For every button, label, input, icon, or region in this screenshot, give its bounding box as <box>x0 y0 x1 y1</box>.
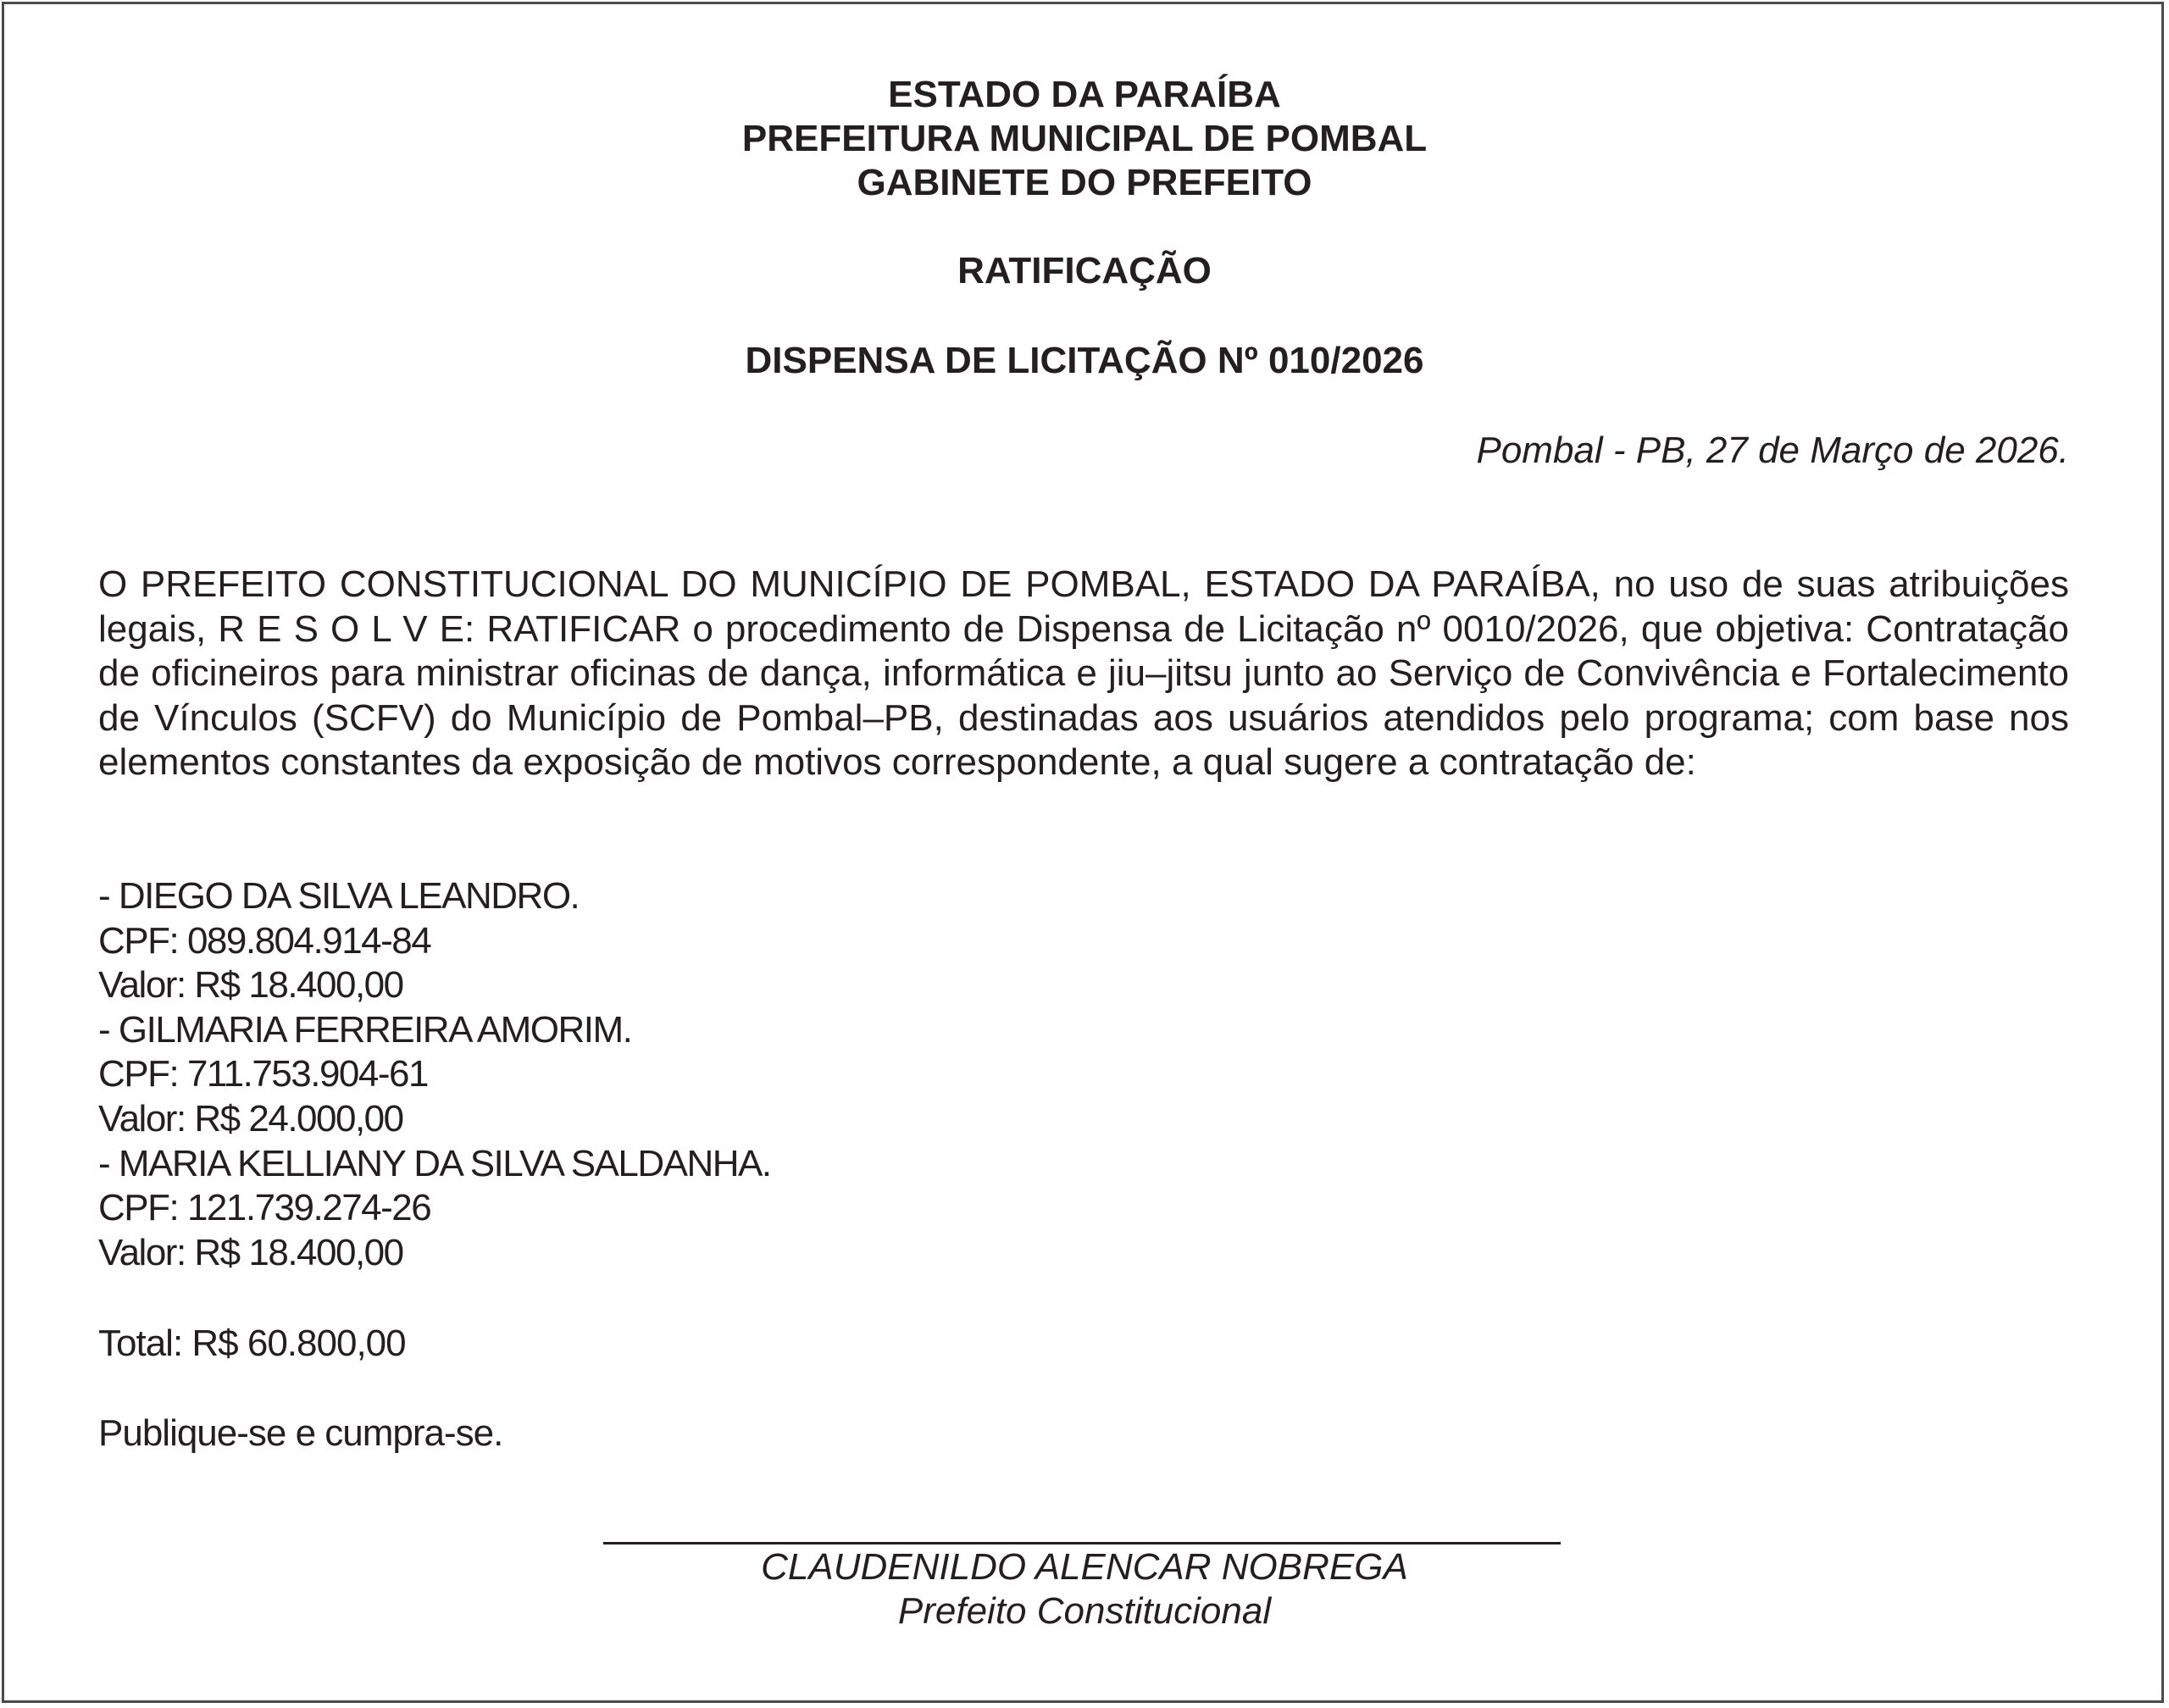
signatory-name: CLAUDENILDO ALENCAR NOBREGA <box>761 1546 1408 1588</box>
contract-cpf: CPF: 121.739.274-26 <box>98 1187 431 1229</box>
contract-cpf: CPF: 711.753.904-61 <box>98 1053 428 1095</box>
contract-cpf: CPF: 089.804.914-84 <box>98 919 431 962</box>
contract-value: Valor: R$ 24.000,00 <box>98 1097 403 1140</box>
contract-value: Valor: R$ 18.400,00 <box>98 1231 403 1273</box>
contract-name: - DIEGO DA SILVA LEANDRO. <box>98 875 580 917</box>
signature-block <box>0 1545 2169 1633</box>
signature-line <box>603 1542 1561 1544</box>
contract-name: - GILMARIA FERREIRA AMORIM. <box>98 1008 632 1051</box>
document-title: RATIFICAÇÃO <box>957 250 1212 291</box>
signatory-role: Prefeito Constitucional <box>897 1590 1272 1632</box>
ratification-paragraph: O PREFEITO CONSTITUCIONAL DO MUNICÍPIO DE POMBAL, ESTADO DA PARAÍBA, no uso de suas atribuições legais, R E S O L V E: RATIFICAR o procedimento de Dispensa de Licitação nº 0010/2026, que objetiva: Contratação de oficineiros para ministrar oficinas de dança, informática e jiu–jitsu junto ao Serviço de Convivência e Fortalecimento de Vínculos (SCFV) do Município de Pombal–PB, destinadas aos usuários atendidos pelo programa; com base nos elementos constantes da exposição de motivos correspondente, a qual sugere a contratação de: <box>98 563 2069 783</box>
contract-name: - MARIA KELLIANY DA SILVA SALDANHA. <box>98 1142 771 1184</box>
contract-value: Valor: R$ 18.400,00 <box>98 964 403 1006</box>
contract-list <box>98 874 771 1275</box>
closing-statement: Publique-se e cumpra-se. <box>98 1412 503 1454</box>
header-office: GABINETE DO PREFEITO <box>857 162 1312 203</box>
header-block <box>0 73 2169 205</box>
document-date: Pombal - PB, 27 de Março de 2026. <box>1476 430 2069 471</box>
header-municipality: PREFEITURA MUNICIPAL DE POMBAL <box>741 118 1428 159</box>
header-state: ESTADO DA PARAÍBA <box>888 74 1281 115</box>
total-value: Total: R$ 60.800,00 <box>98 1323 406 1364</box>
document-subtitle: DISPENSA DE LICITAÇÃO Nº 010/2026 <box>745 340 1424 381</box>
